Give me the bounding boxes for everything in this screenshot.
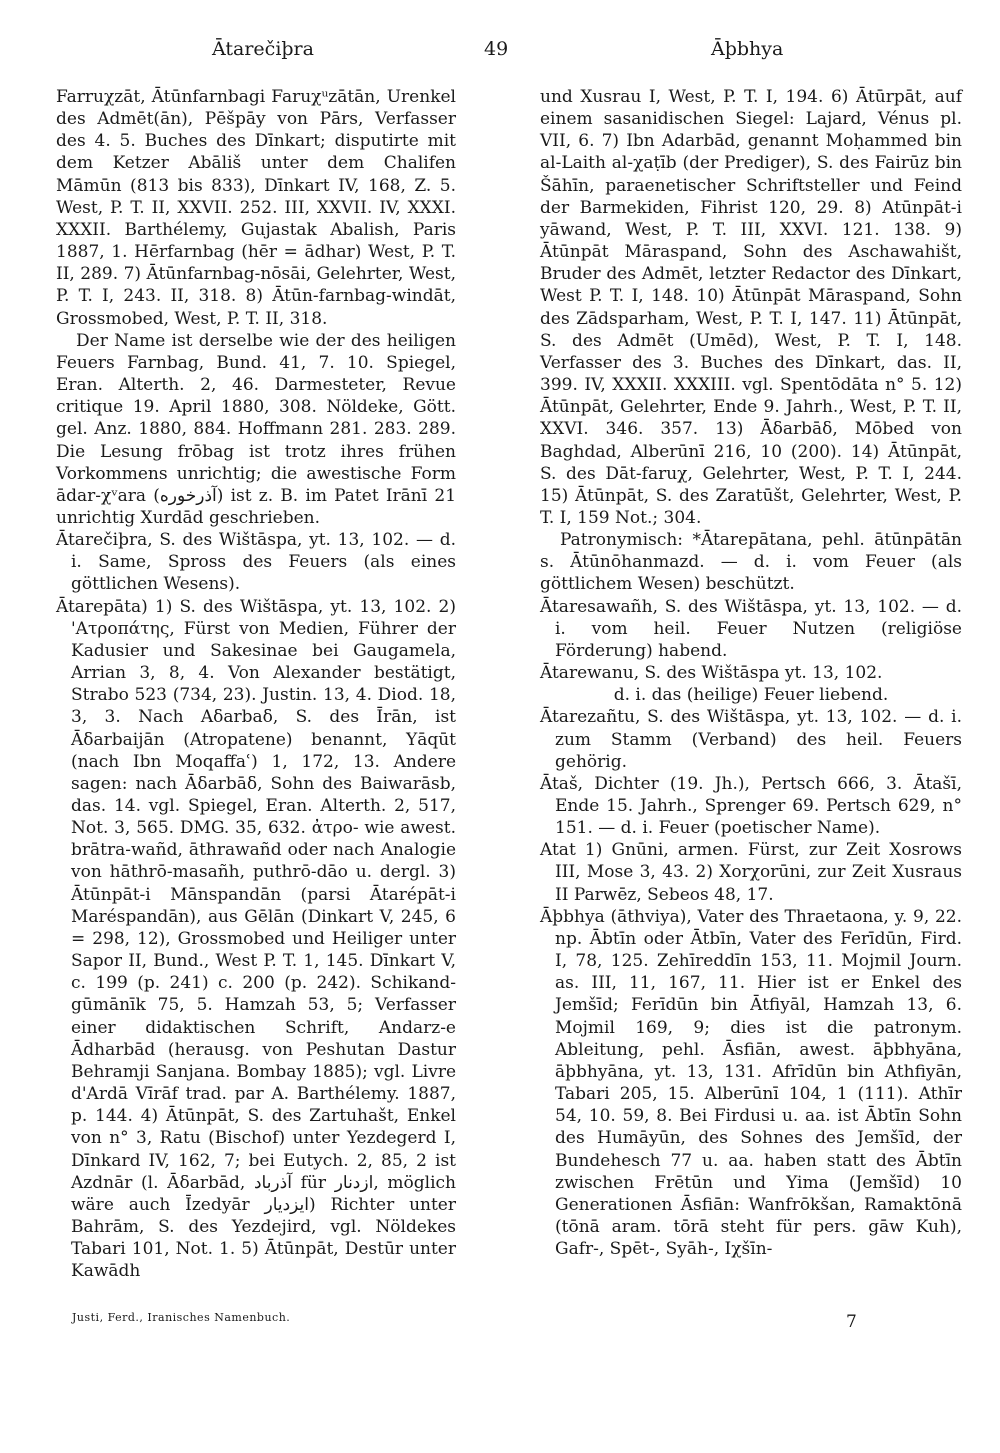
paragraph: Der Name ist derselbe wie der des heiligen Feuers Farnbag, Bund. 41, 7. 10. Spiegel, Eran. Alterth. 2, 46. Darmesteter, Revue critique 19. April 1880, 308. Nöldeke, Gött. gel. Anz. 1880, 884. Hoffmann 281. 283. 289. Die Lesung frōbag ist trotz ihres frühen Vorkommens unrichtig; die awestische Form ādar-χᵛara (آذرخوره) ist z. B. im Patet Irānī 21 unrichtig Xurdād geschrieben. (56, 330, 457, 528)
right-column (540, 86, 962, 1260)
paragraph: Farruχzāt, Ātūnfarnbagi Faruχᵘzātān, Urenkel des Admēt(ān), Pēšpāy von Pārs, Verfasser des 4. 5. Buches des Dīnkart; disputirte mit dem Ketzer Abāliš unter dem Chalifen Māmūn (813 bis 833), Dīnkart IV, 168, Z. 5. West, P. T. II, XXVII. 252. III, XXVII. IV, XXXI. XXXII. Barthélemy, Gujastak Abalish, Paris 1887, 1. Hērfarnbag (hēr = ādhar) West, P. T. II, 289. 7) Ātūnfarnbag-nōsāi, Gelehrter, West, P. T. I, 243. II, 318. 8) Ātūn-farnbag-windāt, Grossmobed, West, P. T. II, 318. (56, 87, 456, 329)
signature-mark: 7 (846, 1312, 857, 1332)
running-head-left: Ātarečiþra (212, 38, 314, 60)
dictionary-entry: Ātarečiþra, S. des Wištāspa, yt. 13, 102. — d. i. Same, Spross des Feuers (als eines göttlichen Wesens). (56, 530, 456, 595)
dictionary-entry: Ātaš, Dichter (19. Jh.), Pertsch 666, 3. Ātašī, Ende 15. Jahrh., Sprenger 69. Pertsch 629, n° 151. — d. i. Feuer (poetischer Name). (540, 773, 962, 839)
dictionary-entry: Ātarepāta) 1) S. des Wištāspa, yt. 13, 102. 2) 'Ατροπάτης, Fürst von Medien, Führer der Kadusier und Sakesinae bei Gaugamela, Arrian 3, 8, 4. Von Alexander bestätigt, Strabo 523 (734, 23). Justin. 13, 4. Diod. 18, 3, 3. Nach Aδarbaδ, S. des Īrān, ist Āδarbaijān (Atropatene) benannt, Yāqūt (nach Ibn Moqaffaʿ) 1, 172, 13. Andere sagen: nach Āδarbāδ, Sohn des Baiwarāsb, das. 14. vgl. Spiegel, Eran. Alterth. 2, 517, Not. 3, 565. DMG. 35, 632. ἀτρο- wie awest. brātra-wañd, āthrawañd oder nach Analogie von hāthrō-masañh, puthrō-dāo u. dergl. 3) Ātūnpāt-i Mānspandān (parsi Ātarépāt-i Maréspandān), aus Gēlān (Dinkart V, 245, 6 = 298, 12), Grossmobed und Heiliger unter Sapor II, Bund., West P. T. 1, 145. Dīnkart V, c. 199 (p. 241) c. 200 (p. 242). Schikand-gūmānīk 75, 5. Hamzah 53, 5; Verfasser einer didaktischen Schrift, Andarz-e Ādharbād (herausg. von Peshutan Dastur Behramji Sanjana. Bombay 1885); vgl. Livre d'Ardā Vīrāf trad. par A. Barthélemy. 1887, p. 144. 4) Ātūnpāt, S. des Zartuhašt, Enkel von n° 3, Ratu (Bischof) unter Yezdegerd I, Dīnkard IV, 162, 7; bei Eutych. 2, 85, 2 ist Azdnār (l. Āδarbād, آذرباد für ازدنار, möglich wäre auch Īzedyār ايزديار) Richter unter Bahrām, S. des Yezdejird, vgl. Nöldekes Tabari 101, Not. 1. 5) Ātūnpāt, Destūr unter Kawādh (56, 596, 456, 1282)
paragraph: Patronymisch: *Ātarepātana, pehl. ātūnpātān s. Ātūnōhanmazd. — d. i. vom Feuer (als göttlichem Wesen) beschützt. (540, 530, 962, 595)
dictionary-entry: Ātaresawañh, S. des Wištāspa, yt. 13, 102. — d. i. vom heil. Feuer Nutzen (religiöse Förderung) habend. (540, 596, 962, 661)
dictionary-entry: Āþbhya (āthviya), Vater des Thraetaona, y. 9, 22. np. Ābtīn oder Ātbīn, Vater des Ferīdūn, Fird. I, 78, 125. Zehīreddīn 153, 11. Mojmil Journ. as. III, 11, 167, 11. Hier ist er Enkel des Jemšīd; Ferīdūn bin Ātfiyāl, Hamzah 13, 6. Mojmil 169, 9; dies ist die patronym. Ableitung, pehl. Āsfiān, awest. āþbhyāna, āþbhyāna, yt. 13, 131. Afrīdūn bin Athfiyān, Tabari 205, 15. Alberūnī 104, 1 (111). Athīr 54, 10. 59, 8. Bei Firdusi u. aa. ist Ābtīn Sohn des Humāyūn, des Sohnes des Jemšīd, der Bundehesch 77 u. aa. haben statt des Ābtīn zwischen Frētūn und Yima (Jemšīd) 10 Generationen Āsfiān: Wanfrōkšan, Ramaktōnā (tōnā aram. tōrā steht für pers. gāw Kuh), Gafr-, Spēt-, Syāh-, Iχšīn- (540, 906, 962, 1260)
dictionary-entry: Ātarezañtu, S. des Wištāspa, yt. 13, 102. — d. i. zum Stamm (Verband) des heil. Feuers gehörig. (540, 707, 962, 772)
paragraph: und Xusrau I, West, P. T. I, 194. 6) Ātūrpāt, auf einem sasanidischen Siegel: Lajard, Vénus pl. VII, 6. 7) Ibn Adarbād, genannt Moḥammed bin al-Laith al-χaṭīb (der Prediger), S. des Fairūz bin Šāhīn, paraenetischer Schriftsteller und Feind der Barmekiden, Fihrist 120, 29. 8) Atūnpāt-i yāwand, West, P. T. III, XXVI. 121. 138. 9) Ātūnpāt Māraspand, Sohn des Aschawahišt, Bruder des Admēt, letzter Redactor des Dīnkart, West P. T. I, 148. 10) Ātūnpāt Māraspand, Sohn des Zādsparham, West, P. T. I, 147. 11) Ātūnpāt, S. des Admēt (Umēd), West, P. T. I, 148. Verfasser des 3. Buches des Dīnkart, das. II, 399. IV, XXXII. XXXIII. vgl. Spentōdāta n° 5. 12) Ātūnpāt, Gelehrter, Ende 9. Jahrh., West, P. T. II, XXVI. 346. 357. 13) Āδarbāδ, Mōbed von Baghdad, Alberūnī 216, 10 (200). 14) Ātūnpāt, S. des Dāt-faruχ, Gelehrter, West, P. T. I, 244. 15) Ātūnpāt, S. des Zaratūšt, Gelehrter, West, P. T. I, 159 Not.; 304. (540, 87, 962, 528)
footer-author: Justi, Ferd., Iranisches Namenbuch. (72, 1311, 291, 1324)
dictionary-entry: Ātarewanu, S. des Wištāspa yt. 13, 102. (540, 663, 883, 684)
page-number: 49 (484, 38, 509, 60)
dictionary-entry: Atat 1) Gnūni, armen. Fürst, zur Zeit Xosrows III, Mose 3, 43. 2) Xorχorūni, zur Zeit Xusraus II Parwēz, Sebeos 48, 17. (540, 840, 962, 905)
left-column (56, 86, 456, 1282)
paragraph: d. i. das (heilige) Feuer liebend. (613, 685, 889, 706)
running-head-right: Āþbhya (711, 38, 784, 60)
